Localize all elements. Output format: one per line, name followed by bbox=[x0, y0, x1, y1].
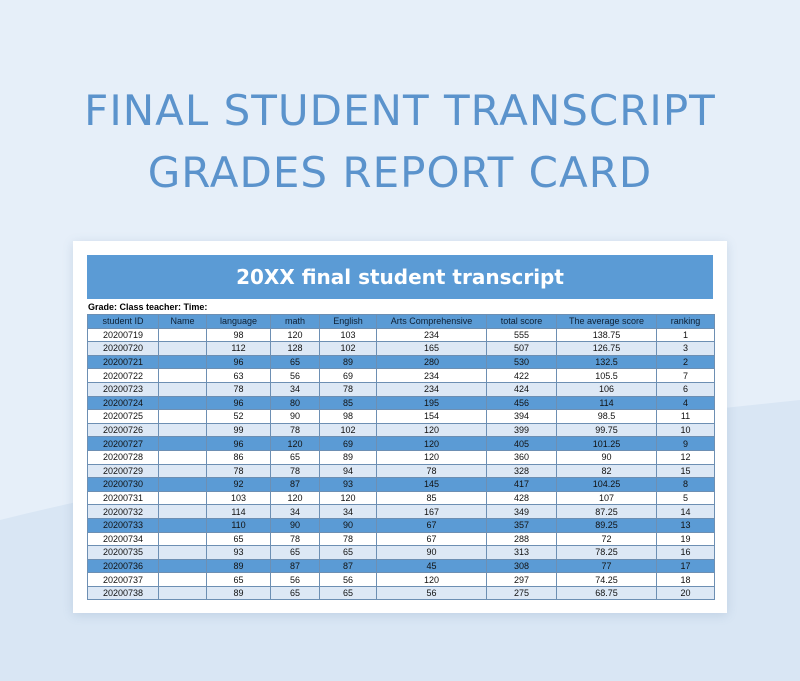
table-cell: 103 bbox=[320, 328, 377, 342]
table-cell: 89 bbox=[207, 559, 271, 573]
table-cell: 20200727 bbox=[88, 437, 159, 451]
table-cell: 145 bbox=[377, 478, 487, 492]
table-cell: 78 bbox=[207, 382, 271, 396]
table-cell: 530 bbox=[487, 355, 557, 369]
table-cell: 417 bbox=[487, 478, 557, 492]
table-cell: 20200735 bbox=[88, 546, 159, 560]
table-cell bbox=[159, 369, 207, 383]
table-cell: 20200722 bbox=[88, 369, 159, 383]
table-row bbox=[88, 573, 715, 587]
table-cell: 20200726 bbox=[88, 423, 159, 437]
table-cell: 120 bbox=[377, 573, 487, 587]
table-cell: 6 bbox=[657, 382, 715, 396]
table-cell: 99 bbox=[207, 423, 271, 437]
table-cell: 360 bbox=[487, 450, 557, 464]
table-cell: 65 bbox=[320, 586, 377, 600]
column-header: The average score bbox=[557, 315, 657, 329]
table-row bbox=[88, 518, 715, 532]
table-row bbox=[88, 410, 715, 424]
table-cell: 98.5 bbox=[557, 410, 657, 424]
table-cell: 18 bbox=[657, 573, 715, 587]
table-cell: 93 bbox=[207, 546, 271, 560]
table-cell: 34 bbox=[271, 505, 320, 519]
table-cell: 90 bbox=[557, 450, 657, 464]
table-cell: 120 bbox=[377, 437, 487, 451]
table-cell: 65 bbox=[207, 573, 271, 587]
table-cell: 120 bbox=[271, 328, 320, 342]
table-cell: 78 bbox=[271, 532, 320, 546]
column-header: Name bbox=[159, 315, 207, 329]
table-cell: 1 bbox=[657, 328, 715, 342]
table-cell: 394 bbox=[487, 410, 557, 424]
table-cell: 399 bbox=[487, 423, 557, 437]
table-cell: 8 bbox=[657, 478, 715, 492]
column-header: math bbox=[271, 315, 320, 329]
transcript-table bbox=[87, 314, 715, 600]
table-cell: 405 bbox=[487, 437, 557, 451]
table-cell: 78 bbox=[377, 464, 487, 478]
table-cell: 20200723 bbox=[88, 382, 159, 396]
table-cell bbox=[159, 342, 207, 356]
table-cell: 102 bbox=[320, 423, 377, 437]
table-cell: 4 bbox=[657, 396, 715, 410]
table-cell: 90 bbox=[271, 410, 320, 424]
table-body bbox=[88, 328, 715, 600]
table-row bbox=[88, 559, 715, 573]
table-row bbox=[88, 505, 715, 519]
table-cell: 112 bbox=[207, 342, 271, 356]
table-cell: 357 bbox=[487, 518, 557, 532]
table-cell: 65 bbox=[271, 586, 320, 600]
table-cell: 110 bbox=[207, 518, 271, 532]
table-cell: 65 bbox=[207, 532, 271, 546]
table-cell: 20200728 bbox=[88, 450, 159, 464]
transcript-banner-title: 20XX final student transcript bbox=[87, 255, 713, 299]
table-cell: 104.25 bbox=[557, 478, 657, 492]
table-cell: 87.25 bbox=[557, 505, 657, 519]
table-cell bbox=[159, 382, 207, 396]
table-cell: 77 bbox=[557, 559, 657, 573]
table-cell: 120 bbox=[320, 491, 377, 505]
table-cell: 20200730 bbox=[88, 478, 159, 492]
table-row bbox=[88, 546, 715, 560]
table-cell: 89 bbox=[207, 586, 271, 600]
table-cell bbox=[159, 491, 207, 505]
table-cell: 19 bbox=[657, 532, 715, 546]
table-cell bbox=[159, 355, 207, 369]
headline-line-2: GRADES REPORT CARD bbox=[147, 148, 653, 197]
table-cell: 89 bbox=[320, 355, 377, 369]
table-cell: 12 bbox=[657, 450, 715, 464]
table-cell: 98 bbox=[207, 328, 271, 342]
table-cell bbox=[159, 586, 207, 600]
table-cell bbox=[159, 532, 207, 546]
table-cell: 87 bbox=[271, 478, 320, 492]
table-cell: 20200719 bbox=[88, 328, 159, 342]
table-cell: 78 bbox=[271, 423, 320, 437]
table-row bbox=[88, 423, 715, 437]
table-cell: 128 bbox=[271, 342, 320, 356]
table-cell bbox=[159, 546, 207, 560]
table-row bbox=[88, 369, 715, 383]
table-cell: 78.25 bbox=[557, 546, 657, 560]
table-cell: 138.75 bbox=[557, 328, 657, 342]
table-cell: 90 bbox=[320, 518, 377, 532]
table-cell: 98 bbox=[320, 410, 377, 424]
table-cell: 297 bbox=[487, 573, 557, 587]
table-cell bbox=[159, 410, 207, 424]
table-cell: 85 bbox=[377, 491, 487, 505]
grade-teacher-time-line: Grade: Class teacher: Time: bbox=[88, 302, 208, 312]
table-header-row bbox=[88, 315, 715, 329]
table-cell: 11 bbox=[657, 410, 715, 424]
table-cell: 94 bbox=[320, 464, 377, 478]
table-cell: 16 bbox=[657, 546, 715, 560]
table-cell: 114 bbox=[207, 505, 271, 519]
table-row bbox=[88, 382, 715, 396]
table-cell: 34 bbox=[320, 505, 377, 519]
table-cell: 68.75 bbox=[557, 586, 657, 600]
table-cell: 275 bbox=[487, 586, 557, 600]
table-cell bbox=[159, 396, 207, 410]
table-cell: 17 bbox=[657, 559, 715, 573]
table-row bbox=[88, 328, 715, 342]
headline-line-1: FINAL STUDENT TRANSCRIPT bbox=[84, 86, 716, 135]
table-cell: 92 bbox=[207, 478, 271, 492]
table-cell bbox=[159, 518, 207, 532]
table-cell: 120 bbox=[271, 437, 320, 451]
table-cell: 80 bbox=[271, 396, 320, 410]
table-cell: 105.5 bbox=[557, 369, 657, 383]
column-header: ranking bbox=[657, 315, 715, 329]
table-cell: 78 bbox=[320, 382, 377, 396]
table-row bbox=[88, 464, 715, 478]
table-cell: 20200720 bbox=[88, 342, 159, 356]
table-row bbox=[88, 396, 715, 410]
table-cell: 349 bbox=[487, 505, 557, 519]
table-row bbox=[88, 355, 715, 369]
table-row bbox=[88, 437, 715, 451]
table-row bbox=[88, 478, 715, 492]
table-cell: 20200732 bbox=[88, 505, 159, 519]
table-cell: 132.5 bbox=[557, 355, 657, 369]
table-cell bbox=[159, 559, 207, 573]
table-cell: 328 bbox=[487, 464, 557, 478]
table-cell: 15 bbox=[657, 464, 715, 478]
table-cell: 20200729 bbox=[88, 464, 159, 478]
table-cell: 90 bbox=[377, 546, 487, 560]
table-cell: 72 bbox=[557, 532, 657, 546]
table-cell: 114 bbox=[557, 396, 657, 410]
table-cell: 167 bbox=[377, 505, 487, 519]
table-cell: 89 bbox=[320, 450, 377, 464]
table-cell: 45 bbox=[377, 559, 487, 573]
table-cell: 99.75 bbox=[557, 423, 657, 437]
table-cell: 87 bbox=[271, 559, 320, 573]
table-cell bbox=[159, 464, 207, 478]
table-row bbox=[88, 586, 715, 600]
table-cell bbox=[159, 437, 207, 451]
column-header: Arts Comprehensive bbox=[377, 315, 487, 329]
table-cell: 74.25 bbox=[557, 573, 657, 587]
table-cell: 65 bbox=[271, 355, 320, 369]
table-row bbox=[88, 450, 715, 464]
page-headline bbox=[0, 80, 800, 204]
table-cell: 65 bbox=[271, 546, 320, 560]
table-cell: 20 bbox=[657, 586, 715, 600]
table-cell: 56 bbox=[271, 573, 320, 587]
table-cell: 86 bbox=[207, 450, 271, 464]
table-cell: 96 bbox=[207, 396, 271, 410]
table-cell: 63 bbox=[207, 369, 271, 383]
table-cell: 424 bbox=[487, 382, 557, 396]
table-cell: 69 bbox=[320, 437, 377, 451]
table-cell: 422 bbox=[487, 369, 557, 383]
table-cell: 456 bbox=[487, 396, 557, 410]
table-row bbox=[88, 491, 715, 505]
table-cell: 288 bbox=[487, 532, 557, 546]
table-cell: 93 bbox=[320, 478, 377, 492]
table-cell: 20200738 bbox=[88, 586, 159, 600]
table-cell bbox=[159, 478, 207, 492]
table-cell: 165 bbox=[377, 342, 487, 356]
table-cell: 195 bbox=[377, 396, 487, 410]
table-cell: 107 bbox=[557, 491, 657, 505]
table-cell: 9 bbox=[657, 437, 715, 451]
table-cell: 2 bbox=[657, 355, 715, 369]
table-cell: 14 bbox=[657, 505, 715, 519]
table-cell: 82 bbox=[557, 464, 657, 478]
table-cell: 234 bbox=[377, 382, 487, 396]
table-cell: 20200734 bbox=[88, 532, 159, 546]
column-header: English bbox=[320, 315, 377, 329]
table-cell: 7 bbox=[657, 369, 715, 383]
table-cell: 234 bbox=[377, 369, 487, 383]
table-cell: 78 bbox=[271, 464, 320, 478]
table-cell: 13 bbox=[657, 518, 715, 532]
table-cell: 5 bbox=[657, 491, 715, 505]
table-cell: 10 bbox=[657, 423, 715, 437]
table-cell: 65 bbox=[271, 450, 320, 464]
table-cell: 280 bbox=[377, 355, 487, 369]
table-cell: 3 bbox=[657, 342, 715, 356]
column-header: language bbox=[207, 315, 271, 329]
table-cell: 507 bbox=[487, 342, 557, 356]
table-cell: 555 bbox=[487, 328, 557, 342]
table-cell: 120 bbox=[377, 423, 487, 437]
table-cell: 87 bbox=[320, 559, 377, 573]
table-cell: 67 bbox=[377, 518, 487, 532]
table-cell: 67 bbox=[377, 532, 487, 546]
table-cell: 428 bbox=[487, 491, 557, 505]
table-cell: 96 bbox=[207, 437, 271, 451]
table-cell bbox=[159, 328, 207, 342]
table-cell: 20200733 bbox=[88, 518, 159, 532]
column-header: total score bbox=[487, 315, 557, 329]
table-cell: 120 bbox=[271, 491, 320, 505]
table-cell: 65 bbox=[320, 546, 377, 560]
table-cell bbox=[159, 423, 207, 437]
table-cell: 90 bbox=[271, 518, 320, 532]
column-header: student ID bbox=[88, 315, 159, 329]
table-cell: 106 bbox=[557, 382, 657, 396]
table-cell: 20200731 bbox=[88, 491, 159, 505]
table-cell: 101.25 bbox=[557, 437, 657, 451]
table-cell: 96 bbox=[207, 355, 271, 369]
table-cell: 20200737 bbox=[88, 573, 159, 587]
table-cell: 154 bbox=[377, 410, 487, 424]
table-cell: 308 bbox=[487, 559, 557, 573]
table-cell: 89.25 bbox=[557, 518, 657, 532]
table-cell: 103 bbox=[207, 491, 271, 505]
table-cell: 20200721 bbox=[88, 355, 159, 369]
table-cell: 56 bbox=[320, 573, 377, 587]
table-cell: 34 bbox=[271, 382, 320, 396]
table-cell bbox=[159, 450, 207, 464]
table-cell: 313 bbox=[487, 546, 557, 560]
table-cell: 20200724 bbox=[88, 396, 159, 410]
table-cell: 85 bbox=[320, 396, 377, 410]
table-row bbox=[88, 532, 715, 546]
table-cell bbox=[159, 505, 207, 519]
table-cell: 20200736 bbox=[88, 559, 159, 573]
table-cell bbox=[159, 573, 207, 587]
table-cell: 52 bbox=[207, 410, 271, 424]
table-cell: 78 bbox=[320, 532, 377, 546]
table-cell: 56 bbox=[271, 369, 320, 383]
table-row bbox=[88, 342, 715, 356]
table-cell: 234 bbox=[377, 328, 487, 342]
table-cell: 120 bbox=[377, 450, 487, 464]
table-cell: 69 bbox=[320, 369, 377, 383]
table-cell: 102 bbox=[320, 342, 377, 356]
table-cell: 56 bbox=[377, 586, 487, 600]
table-cell: 126.75 bbox=[557, 342, 657, 356]
table-cell: 20200725 bbox=[88, 410, 159, 424]
table-cell: 78 bbox=[207, 464, 271, 478]
